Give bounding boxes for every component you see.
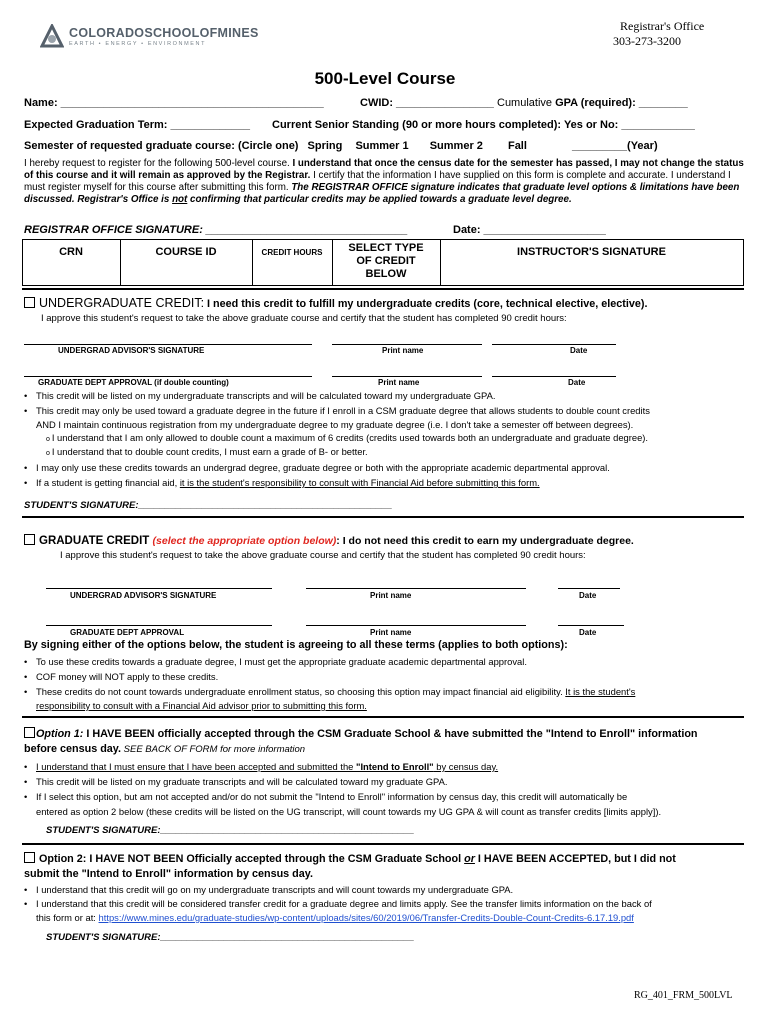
option1-checkbox[interactable] bbox=[24, 727, 35, 738]
summer2-option[interactable]: Summer 2 bbox=[429, 140, 483, 152]
opt2-student-signature[interactable]: STUDENT'S SIGNATURE:________________________________________________ bbox=[46, 932, 415, 943]
logo bbox=[40, 22, 280, 52]
list-item: • If a student is getting financial aid, it is the student's responsibility to consult with Financial Aid before submitting this form. bbox=[24, 477, 540, 488]
year-field[interactable]: _________(Year) bbox=[571, 140, 658, 152]
fall-option[interactable]: Fall bbox=[507, 140, 527, 152]
undergrad-checkbox[interactable] bbox=[24, 297, 35, 308]
divider bbox=[22, 843, 744, 845]
grad-checkbox[interactable] bbox=[24, 534, 35, 545]
grad-term-field[interactable]: Expected Graduation Term: _____________ bbox=[24, 119, 251, 131]
option2-checkbox[interactable] bbox=[24, 852, 35, 863]
semester-label: Semester of requested graduate course: (Circle one) bbox=[24, 140, 299, 152]
grad-print-name-2[interactable]: Print name bbox=[370, 628, 412, 637]
spring-option[interactable]: Spring bbox=[307, 140, 343, 152]
undergrad-approve: I approve this student's request to take the above graduate course and certify that the student has completed 90 credit hours: bbox=[41, 313, 567, 324]
logo-tagline: EARTH • ENERGY • ENVIRONMENT bbox=[69, 41, 207, 47]
list-item: • If I select this option, but am not accepted and/or do not submit the "Intend to Enroll" information by census day, this credit will automatically be bbox=[24, 791, 628, 802]
course-id-header: COURSE ID bbox=[155, 246, 217, 258]
grad-dept-approval[interactable]: GRADUATE DEPT APPROVAL bbox=[70, 628, 185, 637]
grad-heading[interactable]: GRADUATE CREDIT (select the appropriate option below): I do not need this credit to earn my undergraduate degree. bbox=[24, 534, 634, 547]
crn-header: CRN bbox=[59, 246, 83, 258]
list-item: o I understand that I am only allowed to double count a maximum of 6 credits (credits used towards both an undergraduate and graduate degree). bbox=[46, 432, 649, 443]
list-item: • I understand that this credit will be considered transfer credit for a graduate degree and limits apply. See the transfer limits information on the back of bbox=[24, 898, 652, 909]
transfer-credits-link[interactable]: https://www.mines.edu/graduate-studies/wp-content/uploads/sites/60/2019/06/Transfer-Credits-Double-Count-Credits-6.17.19.pdf bbox=[98, 912, 634, 923]
grad-print-name[interactable]: Print name bbox=[370, 591, 412, 600]
name-field[interactable]: Name: ___________________________________________ bbox=[24, 97, 324, 109]
divider bbox=[22, 288, 744, 290]
list-item: • This credit will be listed on my graduate transcripts and will be calculated toward my graduate GPA. bbox=[24, 776, 448, 787]
grad-approve: I approve this student's request to take the above graduate course and certify that the student has completed 90 credit hours: bbox=[60, 550, 586, 561]
list-item: • I may only use these credits towards an undergrad degree, graduate degree or both with the appropriate academic departmental approval. bbox=[24, 462, 610, 473]
registrar-signature[interactable]: REGISTRAR OFFICE SIGNATURE: _________________________________ bbox=[24, 224, 408, 236]
option2-heading-line2: submit the "Intend to Enroll" information by census day. bbox=[24, 868, 313, 880]
ug-advisor-signature[interactable]: UNDERGRAD ADVISOR'S SIGNATURE bbox=[58, 346, 205, 355]
list-item: • This credit will be listed on my undergraduate transcripts and will be calculated toward my undergraduate GPA. bbox=[24, 390, 496, 401]
page-title: 500-Level Course bbox=[314, 69, 456, 88]
opt1-student-signature[interactable]: STUDENT'S SIGNATURE:________________________________________________ bbox=[46, 825, 415, 836]
option2-heading[interactable]: Option 2: I HAVE NOT BEEN Officially accepted through the CSM Graduate School or I HAVE BEEN ACCEPTED, but I did not bbox=[24, 852, 676, 865]
list-item: entered as option 2 below (these credits will be listed on the UG transcript, will count towards my UG GPA & will count as transfer credits [limits apply]). bbox=[36, 806, 662, 817]
grad-terms-heading: By signing either of the options below, the student is agreeing to all these terms (applies to both options): bbox=[24, 639, 568, 651]
summer1-option[interactable]: Summer 1 bbox=[355, 140, 409, 152]
intro-paragraph: I hereby request to register for the following 500-level course. I understand that once the census date for the semester has passed, I may not change the status of this course and it will remain as approved by the Registrar. I certify that the information I have supplied on this form is complete and accurate. I understand I must register myself for this course after submitting this form. The REGISTRAR OFFICE signature indicates that graduate level options & limitations have been discussed. Registrar's Office is not confirming that particular credits may be applied towards a graduate level degree. bbox=[24, 158, 744, 205]
registrar-phone: 303-273-3200 bbox=[613, 34, 681, 48]
ug-print-name-2[interactable]: Print name bbox=[378, 378, 420, 387]
cwid-field[interactable]: CWID: ________________ bbox=[360, 97, 494, 109]
list-item: this form or at: https://www.mines.edu/graduate-studies/wp-content/uploads/sites/60/2019/06/Transfer-Credits-Double-Count-Credits-6.17.19.pdf bbox=[36, 912, 634, 923]
divider bbox=[22, 516, 744, 518]
semester-row bbox=[24, 140, 658, 152]
grad-date-2[interactable]: Date bbox=[579, 628, 597, 637]
undergrad-heading[interactable]: UNDERGRADUATE CREDIT: I need this credit to fulfill my undergraduate credits (core, technical elective, elective). bbox=[24, 296, 647, 310]
list-item: responsibility to consult with a Financial Aid advisor prior to submitting this form. bbox=[36, 700, 367, 711]
ug-dept-approval[interactable]: GRADUATE DEPT APPROVAL (if double counting) bbox=[38, 378, 229, 387]
list-item: • These credits do not count towards undergraduate enrollment status, so choosing this option may impact financial aid eligibility. It is the student's bbox=[24, 686, 636, 697]
ug-date[interactable]: Date bbox=[570, 346, 588, 355]
ug-date-2[interactable]: Date bbox=[568, 378, 586, 387]
grad-date[interactable]: Date bbox=[579, 591, 597, 600]
mines-logo-icon bbox=[40, 24, 64, 50]
standing-field[interactable]: Current Senior Standing (90 or more hours completed): Yes or No: ____________ bbox=[272, 119, 695, 131]
ug-student-signature[interactable]: STUDENT'S SIGNATURE:________________________________________________ bbox=[24, 500, 393, 511]
list-item: • This credit may only be used toward a graduate degree in the future if I enroll in a CSM graduate degree that allows students to double count credits bbox=[24, 405, 650, 416]
list-item: • I understand that I must ensure that I have been accepted and submitted the "Intend to Enroll" by census day. bbox=[24, 761, 499, 772]
divider bbox=[22, 716, 744, 718]
logo-brand: COLORADOSCHOOLOFMINES bbox=[69, 26, 259, 40]
option1-heading-line2: before census day. SEE BACK OF FORM for more information bbox=[24, 743, 306, 755]
cwid-gpa-row bbox=[360, 97, 688, 109]
list-item: • To use these credits towards a graduate degree, I must get the appropriate graduate academic departmental approval. bbox=[24, 656, 527, 667]
list-item: • I understand that this credit will go on my undergraduate transcripts and will count towards my undergraduate GPA. bbox=[24, 884, 514, 895]
registrar-office: Registrar's Office bbox=[620, 19, 705, 33]
ug-print-name[interactable]: Print name bbox=[382, 346, 424, 355]
grad-advisor-signature[interactable]: UNDERGRAD ADVISOR'S SIGNATURE bbox=[70, 591, 217, 600]
list-item: • COF money will NOT apply to these credits. bbox=[24, 671, 219, 682]
list-item: o I understand that to double count credits, I must earn a grade of B- or better. bbox=[46, 446, 368, 457]
registrar-date[interactable]: Date: ____________________ bbox=[453, 224, 606, 236]
form-code: RG_401_FRM_500LVL bbox=[634, 990, 733, 1001]
select-type-header: SELECT TYPE OF CREDIT BELOW bbox=[348, 242, 424, 280]
list-item: AND I maintain continuous registration from my undergraduate degree to my graduate degree (i.e. I don't take a semester off between degrees). bbox=[36, 419, 634, 430]
credit-hours-header: CREDIT HOURS bbox=[261, 248, 323, 257]
option1-heading[interactable]: Option 1: I HAVE BEEN officially accepted through the CSM Graduate School & have submitted the "Intend to Enroll" information bbox=[24, 727, 698, 740]
instructor-header: INSTRUCTOR'S SIGNATURE bbox=[517, 246, 666, 258]
cum-gpa-prefix: Cumulative bbox=[497, 97, 556, 109]
gpa-field[interactable]: GPA (required): ________ bbox=[555, 97, 688, 109]
